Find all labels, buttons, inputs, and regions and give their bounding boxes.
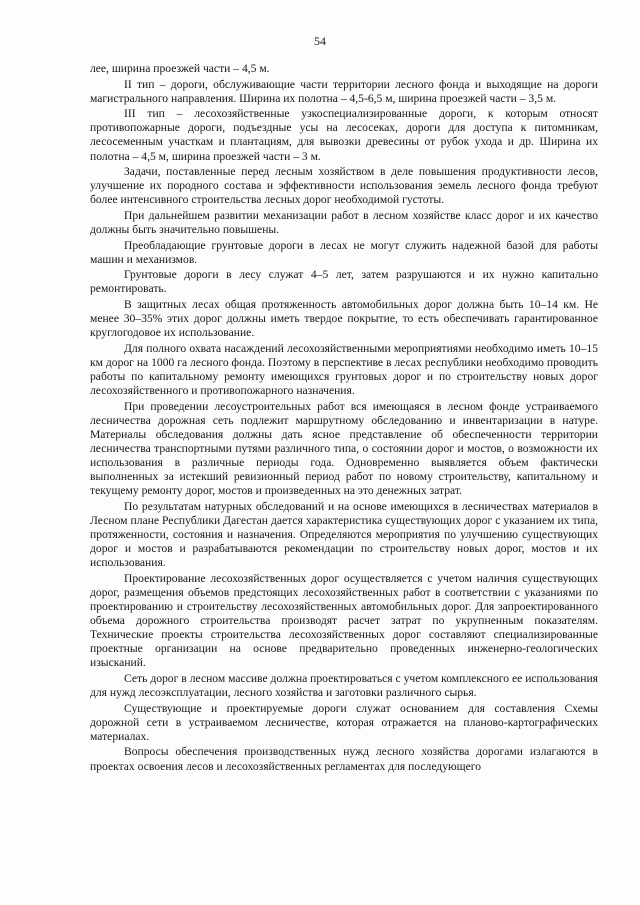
paragraph: Проектирование лесохозяйственных дорог осуществляется с учетом наличия существующих дорог, размещения объемов предстоящих лесохозяйственных работ в соответствии с указаниями по проектированию и строительству лесохозяйственных автомобильных дорог. Для запроектированного объема дорожного строительства производят расчет затрат по укрупненным показателям. Технические проекты строительства лесохозяйственных дорог составляют специализированные проектные организации на основе предварительно проведенных инженерно-геологических изысканий.	[90, 571, 598, 670]
paragraph: Задачи, поставленные перед лесным хозяйством в деле повышения продуктивности лесов, улучшение их породного состава и эффективности использования земель лесного фонда требуют более интенсивного строительства лесных дорог необходимой густоты.	[90, 165, 598, 207]
paragraph: лее, ширина проезжей части – 4,5 м.	[90, 62, 270, 75]
page-number: 54	[314, 34, 326, 48]
paragraph: Вопросы обеспечения производственных нужд лесного хозяйства дорогами излагаются в проектах освоения лесов и лесохозяйственных регламентах для последующего	[90, 745, 598, 773]
paragraph: III тип – лесохозяйственные узкоспециализированные дороги, к которым относят противопожарные дороги, подъездные усы на лесосеках, дороги для доступа к питомникам, лесосеменным участкам и плантациям, для вывозки древесины от рубок ухода и др. Ширина их полотна – 4,5 м, ширина проезжей части – 3 м.	[90, 107, 598, 163]
paragraph: При проведении лесоустроительных работ вся имеющаяся в лесном фонде устраиваемого лесничества дорожная сеть подлежит маршрутному обследованию и инвентаризации в натуре. Материалы обследования должны дать ясное представление об обеспеченности территории лесничества транспортными путями различного типа, о состоянии дорог и мостов, о возможности их использования в различные периоды года. Одновременно выявляется объем фактически выполненных за истекший ревизионный период работ по новому строительству, капитальному и текущему ремонту дорог, мостов и произведенных на это денежных затрат.	[90, 399, 598, 498]
paragraph: Сеть дорог в лесном массиве должна проектироваться с учетом комплексного ее использования для нужд лесоэксплуатации, лесного хозяйства и заготовки различного сырья.	[90, 671, 598, 700]
paragraph: Для полного охвата насаждений лесохозяйственными мероприятиями необходимо иметь 10–15 км дорог на 1000 га лесного фонда. Поэтому в перспективе в лесах республики необходимо проводить работы по капитальному ремонту имеющихся грунтовых дорог и по строительству новых дорог лесохозяйственного и противопожарного назначения.	[90, 341, 598, 398]
paragraph: II тип – дороги, обслуживающие части территории лесного фонда и выходящие на дороги магистрального направления. Ширина их полотна – 4,5-6,5 м, ширина проезжей части – 3,5 м.	[90, 77, 598, 105]
paragraph: При дальнейшем развитии механизации работ в лесном хозяйстве класс дорог и их качество должны быть значительно повышены.	[90, 208, 598, 237]
paragraph: По результатам натурных обследований и на основе имеющихся в лесничествах материалов в Лесном плане Республики Дагестан дается характеристика существующих дорог с указанием их типа, протяженности, состояния и назначения. Определяются мероприятия по улучшению существующих дорог и мостов и разрабатываются рекомендации по строительству новых дорог, мостов и их использования.	[90, 499, 598, 570]
document-body	[90, 62, 598, 775]
paragraph: В защитных лесах общая протяженность автомобильных дорог должна быть 10–14 км. Не менее 30–35% этих дорог должны иметь твердое покрытие, то есть обеспечивать гарантированное круглогодовое их использование.	[90, 298, 598, 340]
paragraph: Существующие и проектируемые дороги служат основанием для составления Схемы дорожной сети в устраиваемом лесничестве, которая отражается на планово-картографических материалах.	[90, 701, 598, 743]
paragraph: Грунтовые дороги в лесу служат 4–5 лет, затем разрушаются и их нужно капитально ремонтировать.	[90, 268, 598, 296]
paragraph: Преобладающие грунтовые дороги в лесах не могут служить надежной базой для работы машин и механизмов.	[90, 238, 598, 266]
